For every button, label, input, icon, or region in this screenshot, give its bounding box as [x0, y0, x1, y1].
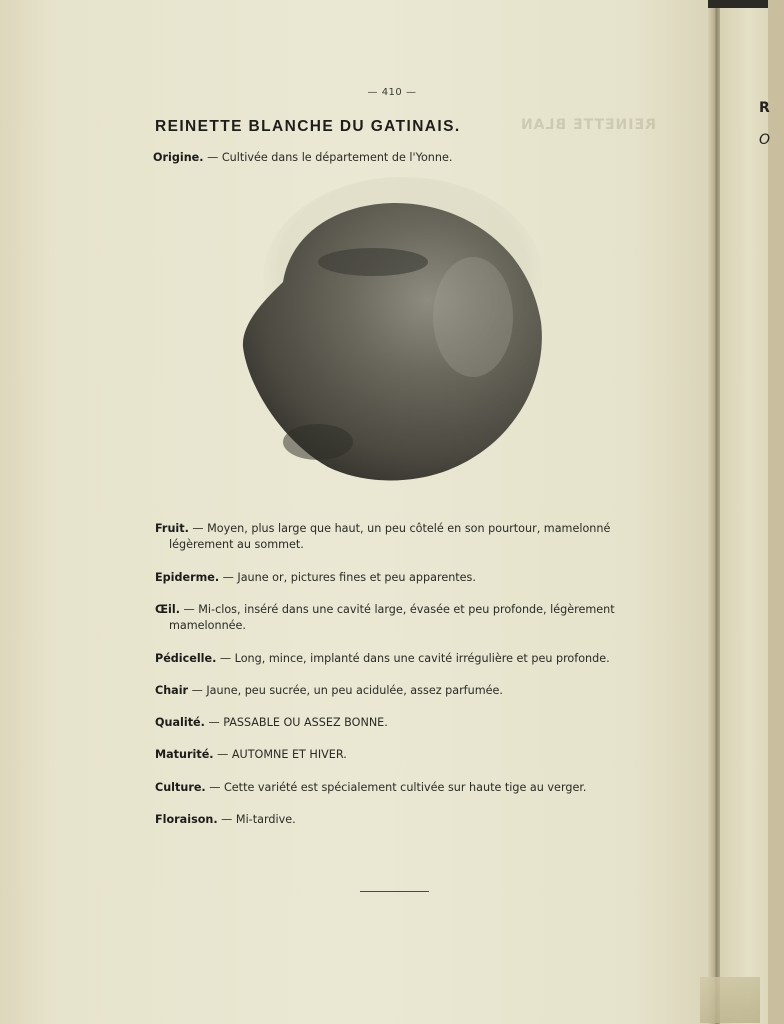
apple-photo-icon — [243, 172, 543, 482]
entry-text: — Long, mince, implanté dans une cavité irrégulière et peu profonde. — [216, 652, 610, 665]
entry-label: Epiderme. — [155, 571, 220, 584]
entry-floraison — [155, 812, 645, 828]
right-page-text-2: O — [759, 132, 771, 148]
entry-label: Culture. — [155, 781, 206, 794]
entry-cont: mamelonnée. — [169, 619, 246, 632]
page-number: — 410 — — [367, 87, 417, 98]
closing-rule — [360, 891, 429, 892]
entry-text: — Mi-tardive. — [217, 813, 296, 826]
entry-oeil — [155, 602, 645, 634]
entry-maturite — [155, 747, 645, 763]
origin-text: — Cultivée dans le département de l'Yonne. — [203, 151, 453, 164]
entry-label: Pédicelle. — [155, 652, 217, 665]
entry-fruit — [155, 521, 645, 553]
entry-pedicelle — [155, 651, 645, 667]
entry-culture — [155, 780, 645, 796]
page-title: REINETTE BLANCHE DU GATINAIS. — [155, 118, 461, 135]
entry-text: — PASSABLE OU ASSEZ BONNE. — [204, 716, 388, 729]
show-through-title: REINETTE BLAN — [520, 117, 656, 133]
page-corner-shadow — [708, 0, 768, 8]
origin-label: Origine. — [153, 151, 204, 164]
entry-label: Fruit. — [155, 522, 189, 535]
entry-label: Chair — [155, 684, 189, 697]
entry-text: — Jaune or, pictures fines et peu apparentes. — [219, 571, 476, 584]
entry-text: — Mi-clos, inséré dans une cavité large, évasée et peu profonde, légèrement — [179, 603, 615, 616]
entry-text: — Jaune, peu sucrée, un peu acidulée, assez parfumée. — [188, 684, 503, 697]
apple-shadow-band — [318, 248, 428, 276]
entry-cont: légèrement au sommet. — [169, 538, 304, 551]
entry-chair — [155, 683, 645, 699]
entry-label: Qualité. — [155, 716, 205, 729]
book-page-right — [720, 0, 771, 1024]
corner-watermark-thumbnail — [700, 977, 760, 1023]
entry-text: — AUTOMNE ET HIVER. — [213, 748, 347, 761]
entry-qualite — [155, 715, 645, 731]
apple-highlight — [433, 257, 513, 377]
entry-text: — Moyen, plus large que haut, un peu côtelé en son pourtour, mamelonné — [188, 522, 611, 535]
right-page-text-1: R — [759, 100, 770, 116]
entry-label: Floraison. — [155, 813, 218, 826]
entry-label: Maturité. — [155, 748, 214, 761]
entry-text: — Cette variété est spécialement cultivée sur haute tige au verger. — [205, 781, 587, 794]
entry-label: Œil. — [155, 603, 180, 616]
apple-shadow-low — [283, 424, 353, 460]
origin-line — [153, 151, 452, 164]
entry-epiderme — [155, 570, 645, 586]
